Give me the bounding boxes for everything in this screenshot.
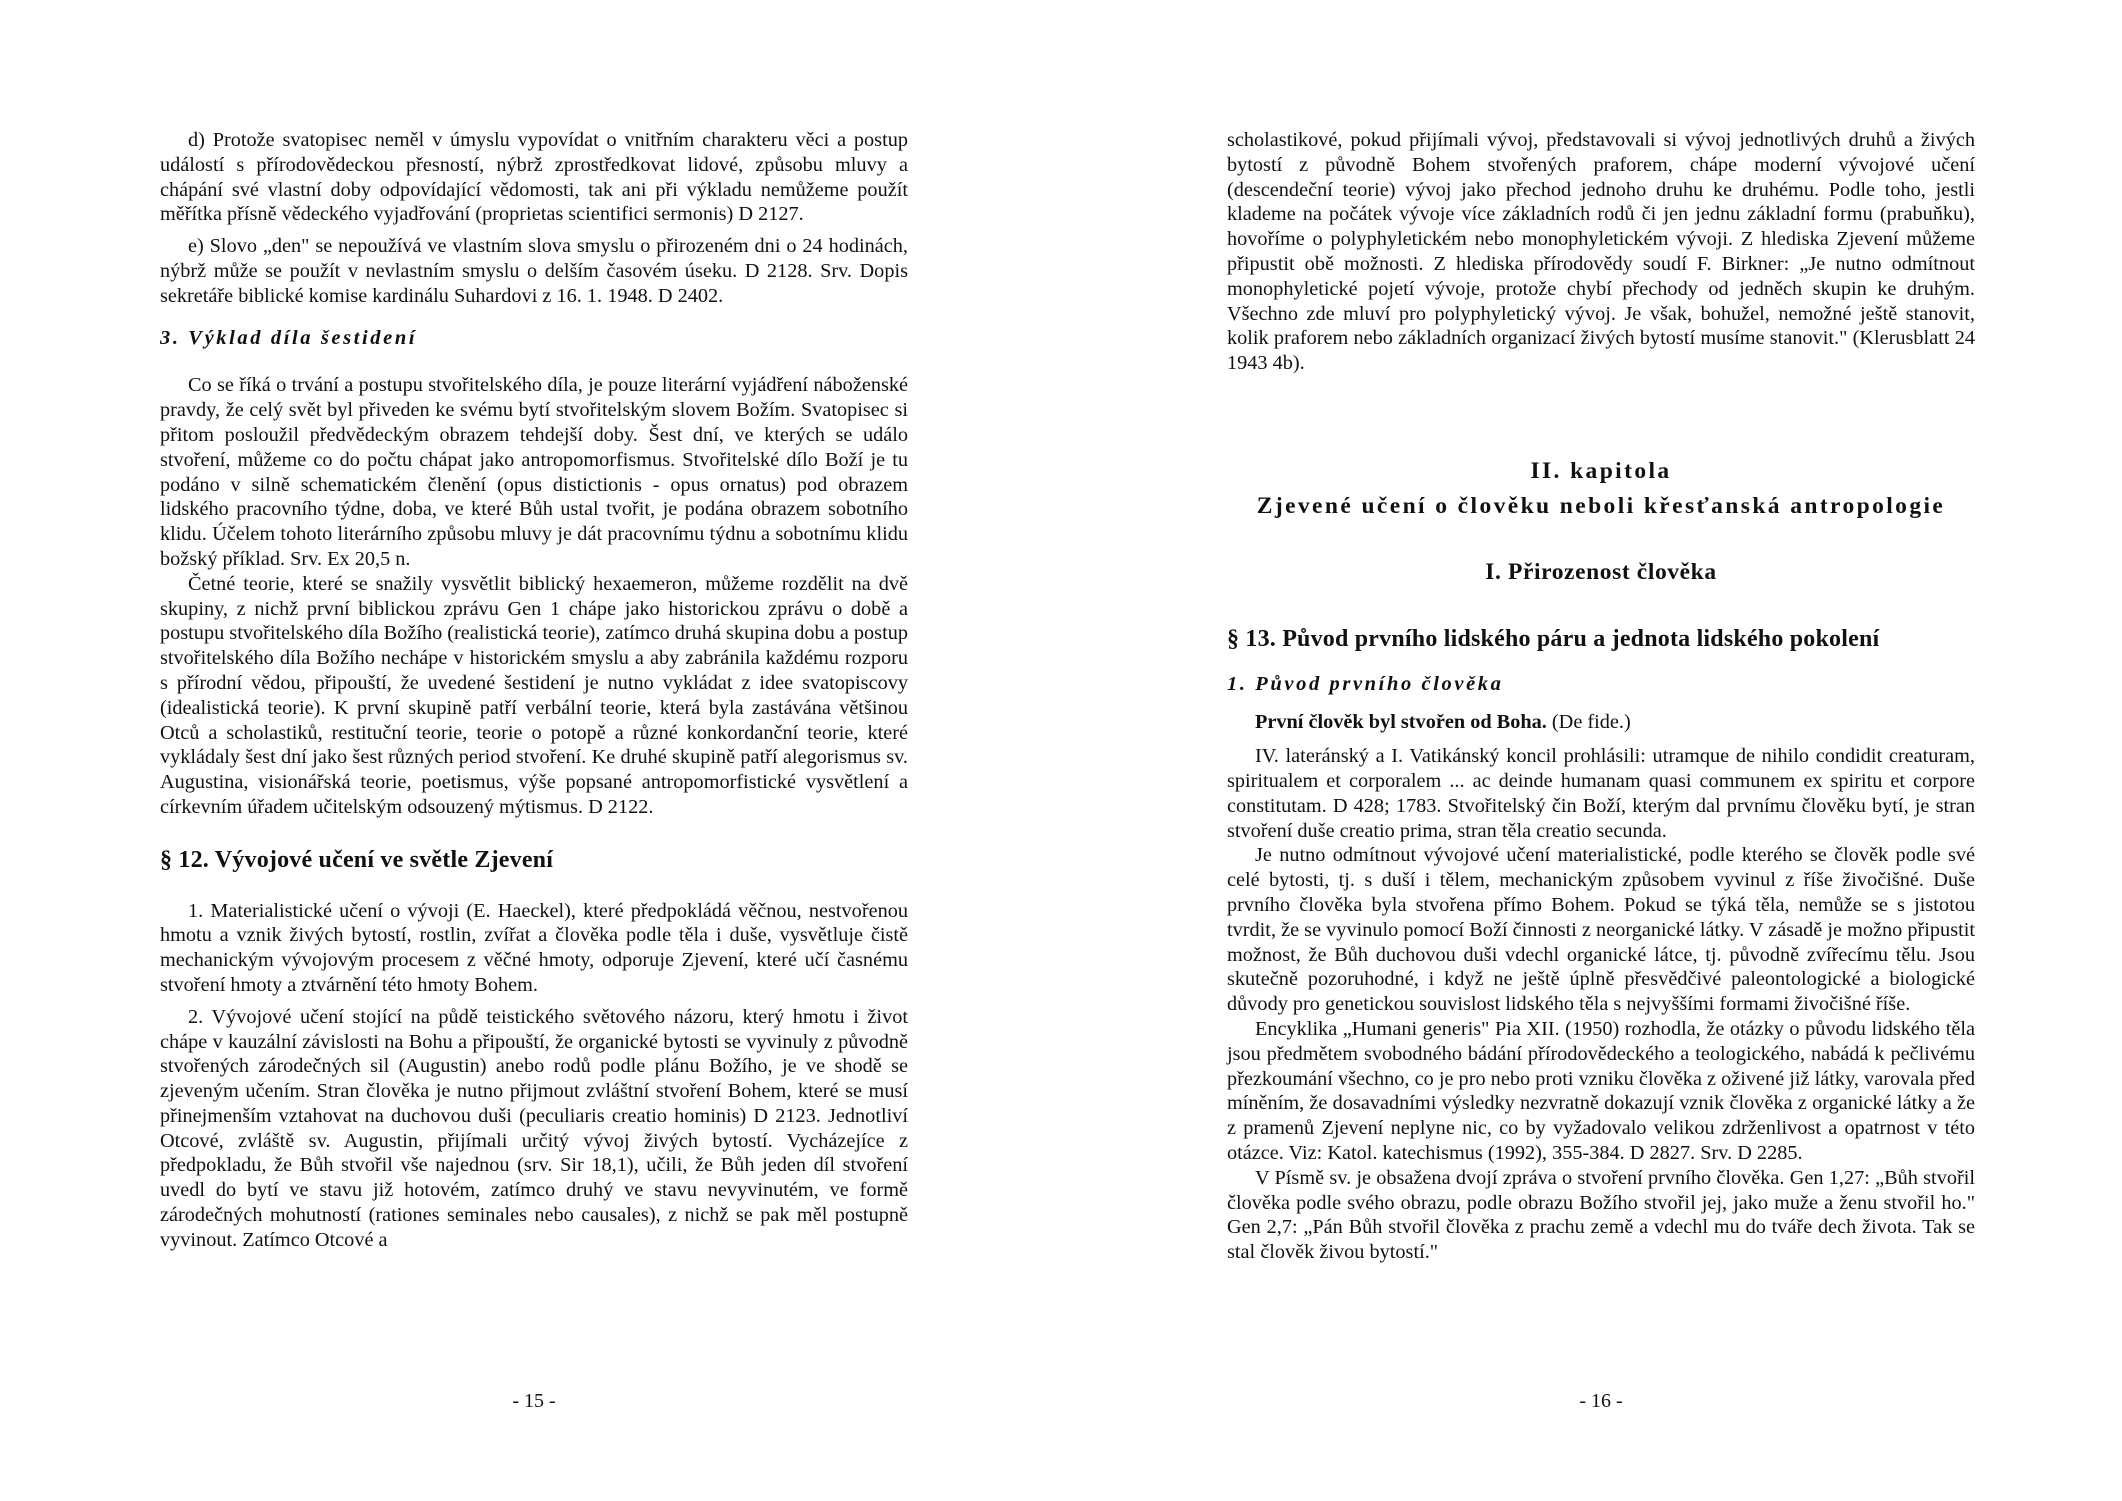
paragraph-1a: IV. lateránský a I. Vatikánský koncil prohlásili: utramque de nihilo condidit creaturam, spiritualem et corporalem ... ac deinde humanam quasi communem ex spiritu et corpore constitutam. D 428; 1783. Stvořitelský čin Boží, kterým dal prvnímu člověku bytí, je stran stvoření duše creatio prima, stran těla creatio secunda. — [1227, 745, 1975, 842]
paragraph-12-1: 1. Materialistické učení o vývoji (E. Haeckel), které předpokládá věčnou, nestvořenou hmotu a vznik živých bytostí, rostlin, zvířat a člověka podle těla i duše, vysvětluje čistě mechanickým vývojovým procesem z věčné hmoty, odporuje Zjevení, které učí časnému stvoření hmoty a ztvárnění této hmoty Bohem. — [160, 899, 908, 996]
paragraph-1c: Encyklika „Humani generis" Pia XII. (1950) rozhodla, že otázky o původu lidského těla jsou předmětem svobodného bádání přírodovědeckého a teologického, nabádá k pečlivému přezkoumání všechno, co je pro nebo proti vzniku člověka z oživené již látky, varovala před míněním, že dosavadními výsledky nezvratně dokazují vznik člověka z organické látky a že z pramenů Zjevení neplyne nic, co by vyžadovalo velikou zdrženlivost a opatrnost v této otázce. Viz: Katol. katechismus (1992), 355-384. D 2827. Srv. D 2285. — [1227, 1017, 1975, 1164]
page-number-left: - 15 - — [512, 1390, 556, 1412]
paragraph-3b: Četné teorie, které se snažily vysvětlit biblický hexaemeron, můžeme rozdělit na dvě skupiny, z nichž první biblickou zprávu Gen 1 chápe jako historickou zprávu o době a postupu stvořitelského díla Božího (realistická teorie), zatímco druhá skupina dobu a postup stvořitelského díla Božího nechápe v historickém smyslu a aby zabránila každému rozporu s přírodní vědou, připouští, že uvedené šestidení je nutno vykládat z idee svatopiscovy (idealistická teorie). K první skupině patří verbální teorie, která byla zastávána většinou Otců a scholastiků, restituční teorie, teorie o potopě a různé konkordanční teorie, které vykládaly šest dní jako šest různých period stvoření. Ke druhé skupině patří alegorismus sv. Augustina, visionářská teorie, poetismus, výše popsané antropomorfistické vysvětlení a církevním úřadem učitelským odsouzený mýtismus. D 2122. — [160, 572, 908, 818]
thesis-bold: První člověk byl stvořen od Boha. — [1255, 711, 1547, 734]
paragraph-d: d) Protože svatopisec neměl v úmyslu vypovídat o vnitřním charakteru věci a postup událostí s přírodovědeckou přesností, nýbrž zprostředkovat lidové, způsobu mluvy a chápání své vlastní doby odpovídající vědomosti, tak ani při výkladu nemůžeme použít měřítka přísně vědeckého vyjadřování (proprietas scientifici sermonis) D 2127. — [160, 129, 908, 226]
thesis-note: (De fide.) — [1546, 711, 1631, 734]
paragraph-1d: V Písmě sv. je obsažena dvojí zpráva o stvoření prvního člověka. Gen 1,27: „Bůh stvořil člověka podle svého obrazu, podle obrazu Božího stvořil jej, jako muže a ženu stvořil ho." Gen 2,7: „Pán Bůh stvořil člověka z prachu země a vdechl mu do tváře dech života. Tak se stal člověk živou bytostí." — [1227, 1166, 1975, 1264]
thesis-line — [1227, 710, 1975, 735]
paragraph-12-2: 2. Vývojové učení stojící na půdě teistického světového názoru, který hmotu i život chápe v kauzální závislosti na Bohu a připouští, že organické bytosti se vyvinuly z původně stvořených zárodečných sil (Augustin) anebo rodů podle plánu Božího, je ve shodě se zjeveným učením. Stran člověka je nutno přijmout zvláštní stvoření Bohem, které se musí přinejmenším vztahovat na duchovou duši (peculiaris creatio hominis) D 2123. Jednotliví Otcové, zvláště sv. Augustin, přijímali určitý vývoj živých bytostí. Vycházejíce z předpokladu, že Bůh stvořil vše najednou (srv. Sir 18,1), učili, že Bůh jeden díl stvoření uvedl do bytí ve stavu již hotovém, zatímco druhý ve stavu nevyvinutém, ve formě zárodečných mohutností (rationes seminales nebo causales), z nichž se pak měl postupně vyvinout. Zatímco Otcové a — [160, 1005, 908, 1251]
part-title: I. Přirozenost člověka — [1485, 558, 1717, 585]
paragraph-continuation: scholastikové, pokud přijímali vývoj, představovali si vývoj jednotlivých druhů a živých bytostí z původně Bohem stvořených praforem, chápe moderní vývojové učení (descendeční teorie) vývoj jako přechod jednoho druhu ke druhému. Podle toho, jestli klademe na počátek vývoje více základních rodů či jen jednu základní formu (prabuňku), hovoříme o polyphyletickém nebo monophyletickém vývoji. Z hlediska Zjevení můžeme připustit obě možnosti. Z hlediska přírodovědy soudí F. Birkner: „Je nutno odmítnout monophyletické pojetí vývoje, protože chybí přechody od jedněch skupin ke druhým. Všechno zde mluví pro polyphyletický vývoj. Je však, bohužel, nemožné ještě stanovit, kolik praforem nebo základních organizací živých bytostí musíme stanovit." (Klerusblatt 24 1943 4b). — [1227, 129, 1975, 375]
subheading-puvod-cloveka: 1. Původ prvního člověka — [1227, 672, 1504, 695]
paragraph-1b: Je nutno odmítnout vývojové učení materialistické, podle kterého se člověk podle své celé bytosti, tj. s duší i tělem, mechanickým způsobem vyvinul z říše živočišné. Duše prvního člověka byla stvořena přímo Bohem. Pokud se týká těla, nemůže se s jistotou tvrdit, že se vyvinulo pomocí Boží činnosti z neorganické látky. V zásadě je možno připustit možnost, že Bůh duchovou duši vdechl organické látce, tj. původně zvířecímu tělu. Jsou skutečně pozoruhodné, i když ne ještě úplně přesvědčivé paleontologické a biologické důvody pro genetickou souvislost lidského těla s nejvyššími formami živočišné říše. — [1227, 844, 1975, 1016]
paragraph-3a: Co se říká o trvání a postupu stvořitelského díla, je pouze literární vyjádření náboženské pravdy, že celý svět byl přiveden ke svému bytí stvořitelským slovem Božím. Svatopisec si přitom posloužil předvědeckým obrazem tehdejší doby. Šest dní, ve kterých se událo stvoření, můžeme co do počtu chápat jako antropomorfismus. Stvořitelské dílo Boží je tu podáno v silně schematickém členění (opus distictionis - opus ornatus) pod obrazem lidského pracovního týdne, doba, ve které Bůh ustal tvořit, je podána obrazem sobotního klidu. Účelem tohoto literárního způsobu mluvy je dát pracovnímu týdnu a sobotnímu klidu božský příklad. Srv. Ex 20,5 n. — [160, 374, 908, 570]
paragraph-e: e) Slovo „den" se nepoužívá ve vlastním slova smyslu o přirozeném dni o 24 hodinách, nýbrž může se použít v nevlastním smyslu o delším časovém úseku. D 2128. Srv. Dopis sekretáře biblické komise kardinálu Suhardovi z 16. 1. 1948. D 2402. — [160, 235, 908, 307]
subheading-vyklad-dila: 3. Výklad díla šestidení — [160, 326, 418, 349]
right-page — [1227, 128, 1975, 1265]
section-heading-13: § 13. Původ prvního lidského páru a jednota lidského pokolení — [1227, 625, 1880, 652]
left-page — [160, 128, 908, 1260]
section-heading-12: § 12. Vývojové učení ve světle Zjevení — [160, 846, 554, 873]
page-number-right: - 16 - — [1579, 1390, 1623, 1412]
chapter-title: Zjevené učení o člověku neboli křesťanská antropologie — [1256, 492, 1946, 519]
chapter-label: II. kapitola — [1530, 457, 1672, 484]
